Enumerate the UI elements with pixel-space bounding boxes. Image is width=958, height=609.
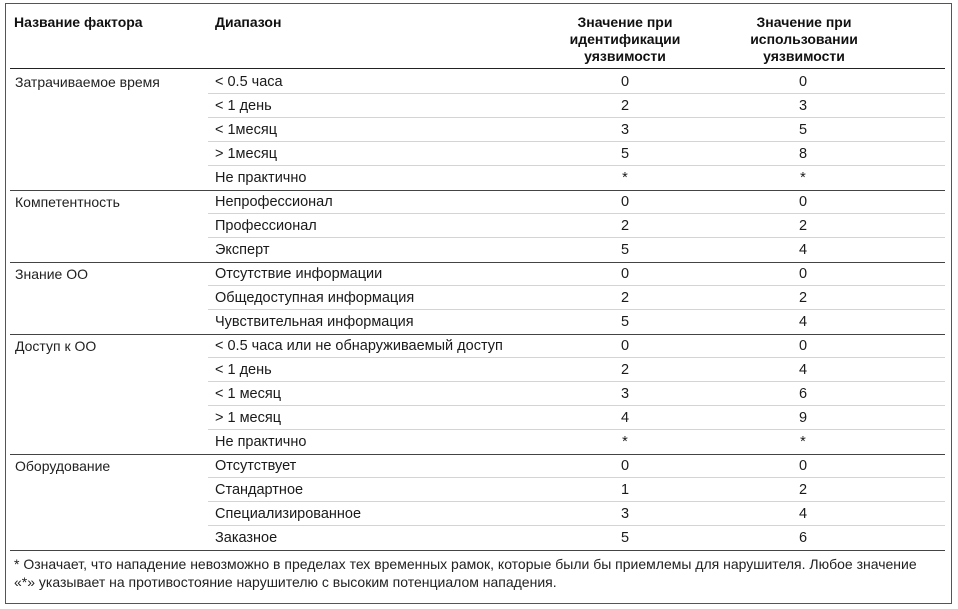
factor-name: Компетентность: [15, 194, 120, 210]
table-row: [0, 286, 958, 310]
table-row: [0, 190, 958, 214]
table-row: [0, 238, 958, 262]
table-row: [0, 142, 958, 166]
table-row: [0, 478, 958, 502]
range-cell: Отсутствует: [215, 458, 297, 474]
exploit-value-cell: 5: [798, 122, 808, 138]
range-cell: Эксперт: [215, 242, 270, 258]
exploit-value-cell: 4: [798, 242, 808, 258]
ident-value-cell: 2: [620, 290, 630, 306]
ident-value-cell: 0: [620, 194, 630, 210]
exploit-value-cell: 9: [798, 410, 808, 426]
exploit-value-cell: 6: [798, 386, 808, 402]
header-factor: Название фактора: [14, 14, 143, 30]
ident-value-cell: 0: [620, 266, 630, 282]
exploit-value-cell: 0: [798, 338, 808, 354]
ident-value-cell: 0: [620, 458, 630, 474]
header-exploit-value: Значение при использовании уязвимости: [750, 14, 858, 64]
table-row: [0, 358, 958, 382]
ident-value-cell: 2: [620, 362, 630, 378]
table-row: [0, 334, 958, 358]
range-cell: Отсутствие информации: [215, 266, 383, 282]
range-cell: < 1 день: [215, 98, 272, 114]
factor-name: Доступ к ОО: [15, 338, 97, 354]
header-range: Диапазон: [215, 14, 282, 30]
table-row: [0, 406, 958, 430]
ident-value-cell: *: [622, 170, 628, 186]
exploit-value-cell: 2: [798, 482, 808, 498]
ident-value-cell: 2: [620, 218, 630, 234]
exploit-value-cell: *: [800, 170, 806, 186]
table-row: [0, 214, 958, 238]
range-cell: > 1 месяц: [215, 410, 282, 426]
exploit-value-cell: 2: [798, 290, 808, 306]
exploit-value-cell: *: [800, 434, 806, 450]
range-cell: Стандартное: [215, 482, 304, 498]
range-cell: < 0.5 часа или не обнаруживаемый доступ: [215, 338, 503, 354]
ident-value-cell: 3: [620, 386, 630, 402]
table-row: [0, 454, 958, 478]
exploit-value-cell: 0: [798, 266, 808, 282]
ident-value-cell: 2: [620, 98, 630, 114]
group-divider: [10, 550, 945, 551]
exploit-value-cell: 4: [798, 506, 808, 522]
exploit-value-cell: 4: [798, 314, 808, 330]
factor-name: Затрачиваемое время: [15, 74, 160, 90]
footnote: * Означает, что нападение невозможно в пределах тех временных рамок, которые были бы приемлемы для нарушителя. Любое значение «*» указывает на противостояние нарушителю с высоким потенциалом нападения.: [14, 556, 917, 590]
range-cell: < 1 месяц: [215, 386, 282, 402]
table-row: [0, 262, 958, 286]
table-row: [0, 430, 958, 454]
ident-value-cell: 0: [620, 74, 630, 90]
exploit-value-cell: 8: [798, 146, 808, 162]
header-ident-value: Значение при идентификации уязвимости: [569, 14, 681, 64]
range-cell: > 1месяц: [215, 146, 278, 162]
factor-name: Оборудование: [15, 458, 111, 474]
table-row: [0, 382, 958, 406]
ident-value-cell: 5: [620, 146, 630, 162]
range-cell: Непрофессионал: [215, 194, 333, 210]
table-row: [0, 502, 958, 526]
exploit-value-cell: 0: [798, 458, 808, 474]
table-row: [0, 70, 958, 94]
ident-value-cell: *: [622, 434, 628, 450]
exploit-value-cell: 0: [798, 194, 808, 210]
range-cell: Не практично: [215, 170, 307, 186]
ident-value-cell: 5: [620, 242, 630, 258]
ident-value-cell: 3: [620, 122, 630, 138]
ident-value-cell: 1: [620, 482, 630, 498]
exploit-value-cell: 4: [798, 362, 808, 378]
table-row: [0, 166, 958, 190]
range-cell: Не практично: [215, 434, 307, 450]
exploit-value-cell: 2: [798, 218, 808, 234]
table-row: [0, 94, 958, 118]
exploit-value-cell: 6: [798, 530, 808, 546]
table-row: [0, 310, 958, 334]
table-row: [0, 526, 958, 550]
ident-value-cell: 5: [620, 530, 630, 546]
range-cell: < 1месяц: [215, 122, 278, 138]
exploit-value-cell: 0: [798, 74, 808, 90]
range-cell: < 0.5 часа: [215, 74, 283, 90]
range-cell: Чувствительная информация: [215, 314, 414, 330]
exploit-value-cell: 3: [798, 98, 808, 114]
range-cell: Общедоступная информация: [215, 290, 415, 306]
range-cell: < 1 день: [215, 362, 272, 378]
range-cell: Заказное: [215, 530, 278, 546]
table-row: [0, 118, 958, 142]
header-divider: [10, 68, 945, 69]
ident-value-cell: 0: [620, 338, 630, 354]
ident-value-cell: 3: [620, 506, 630, 522]
range-cell: Профессионал: [215, 218, 317, 234]
factor-name: Знание ОО: [15, 266, 88, 282]
ident-value-cell: 4: [620, 410, 630, 426]
range-cell: Специализированное: [215, 506, 362, 522]
ident-value-cell: 5: [620, 314, 630, 330]
